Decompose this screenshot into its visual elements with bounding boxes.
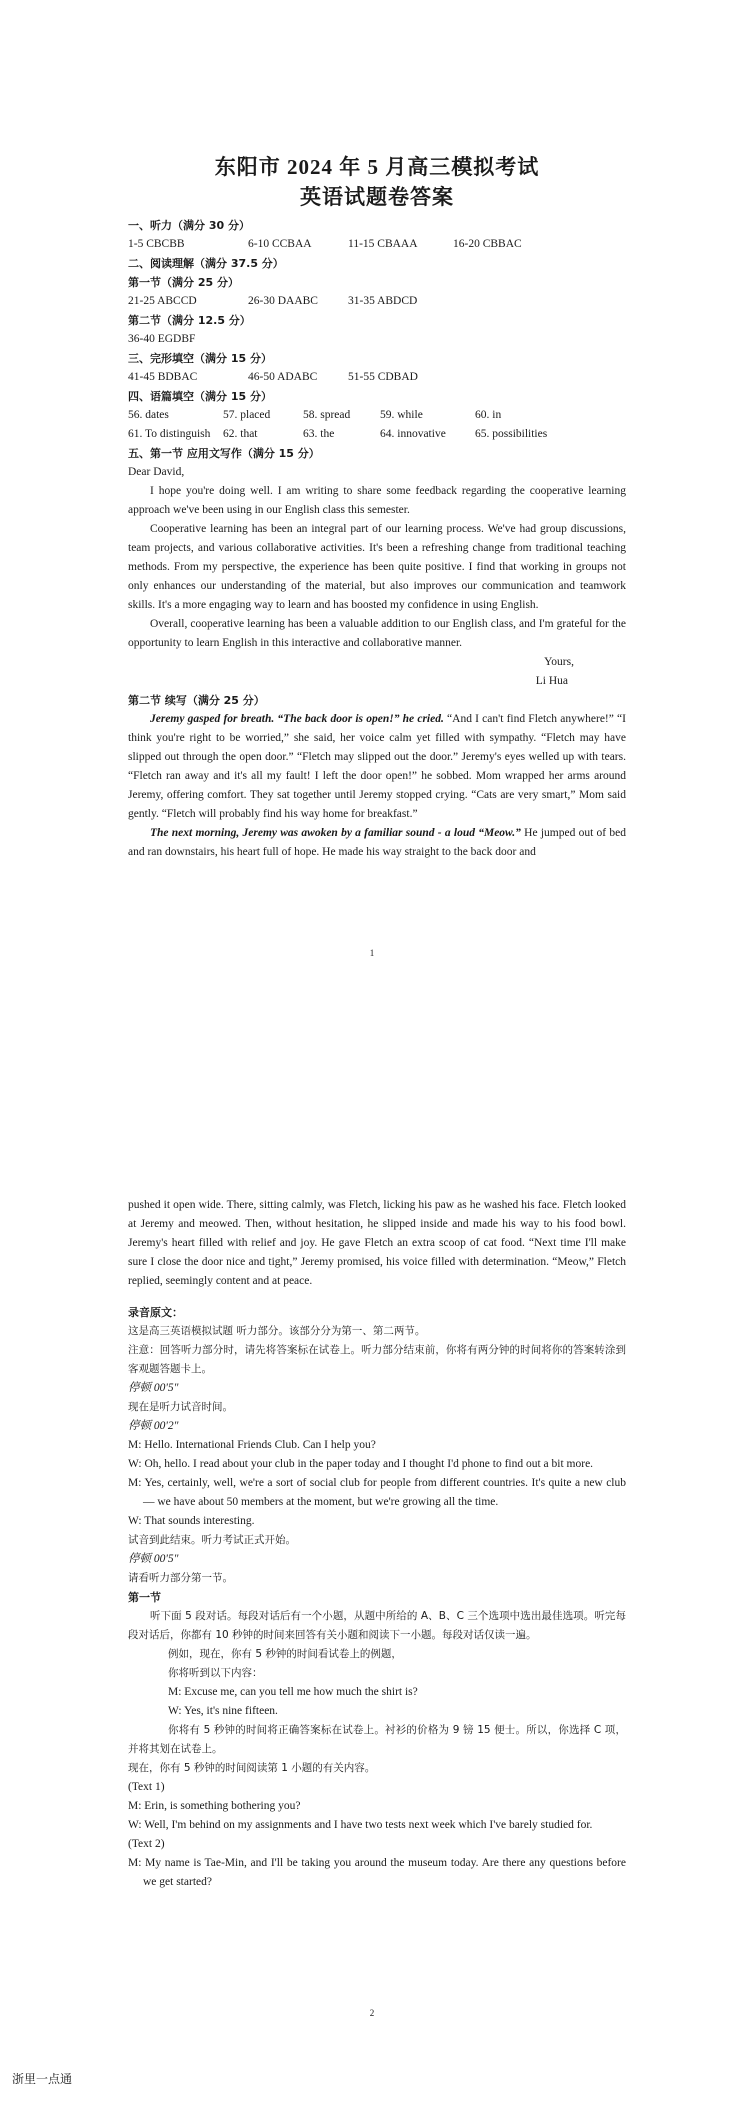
transcript-heading: 录音原文：: [128, 1306, 183, 1319]
transcript-line: 试音到此结束。听力考试正式开始。: [128, 1534, 296, 1546]
paragraph-lead: The next morning, Jeremy was awoken by a familiar sound - a loud “Meow.”: [150, 827, 521, 839]
pause-mark: 停顿 00'5": [128, 1382, 179, 1394]
reading-part1-answers: [128, 292, 626, 311]
paragraph-body: He jumped out of bed and ran downstairs, his heart full of hope. He made his way straight to the back door and: [128, 827, 626, 858]
page-2-content: [128, 1196, 626, 1892]
transcript-line: 你将听到以下内容：: [168, 1667, 263, 1679]
grammar-answer: 56. dates: [128, 409, 169, 421]
listening-heading: 一、听力（满分 30 分）: [128, 219, 250, 232]
answer-group: 16-20 CBBAC: [453, 238, 522, 250]
answer-group: 46-50 ADABC: [248, 371, 318, 383]
answer-group: 11-15 CBAAA: [348, 238, 418, 250]
listening-answers: [128, 235, 626, 254]
grammar-answer: 59. while: [380, 409, 423, 421]
grammar-answer: 65. possibilities: [475, 428, 548, 440]
page-number: 1: [369, 948, 375, 958]
letter-closing: Yours,: [544, 656, 574, 668]
grammar-row-2: [128, 425, 626, 444]
transcript-line: 这是高三英语模拟试题 听力部分。该部分分为第一、第二两节。: [128, 1325, 426, 1337]
dialog-line: M: My name is Tae-Min, and I'll be taking you around the museum today. Are there any questions before we get started?: [128, 1857, 626, 1888]
writing2-heading: 第二节 续写（满分 25 分）: [128, 694, 265, 707]
paragraph-body: “And I can't find Fletch anywhere!” “I think you're right to be worried,” she said, her voice calm yet filled with sympathy. “Fletch may have slipped out through the open door.” “Fletch may slipped out the door.” Jeremy's eyes welled up with tears. “Fletch ran away and it's all my fault! I left the door open!” he sobbed. Mom wrapped her arms around Jeremy, offering comfort. They sat together until Jeremy stopped crying. “Cats are very smart,” Mom said gently. “Fletch will probably find his way home for breakfast.”: [128, 713, 626, 820]
page-subtitle: 英语试题卷答案: [300, 185, 454, 209]
grammar-answer: 62. that: [223, 428, 258, 440]
transcript-line: 注意：回答听力部分时，请先将答案标在试卷上。听力部分结束前，你将有两分钟的时间将你的答案转涂到客观题答题卡上。: [128, 1344, 626, 1375]
transcript-line: 现在，你有 5 秒钟的时间阅读第 1 小题的有关内容。: [128, 1762, 376, 1774]
transcript-part1-heading: 第一节: [128, 1591, 161, 1604]
answer-group: 1-5 CBCBB: [128, 238, 185, 250]
footer-watermark: 浙里一点通: [12, 2072, 73, 2086]
answer-group: 31-35 ABDCD: [348, 295, 418, 307]
text-label: (Text 1): [128, 1781, 165, 1793]
text-label: (Text 2): [128, 1838, 165, 1850]
cloze-answers: [128, 368, 626, 387]
page-1-content: [128, 152, 626, 862]
dialog-line: M: Erin, is something bothering you?: [128, 1800, 301, 1812]
page-number: 2: [369, 2008, 375, 2018]
reading-part2-heading: 第二节（满分 12.5 分）: [128, 314, 251, 327]
dialog-line: M: Hello. International Friends Club. Can I help you?: [128, 1439, 376, 1451]
paragraph-lead: Jeremy gasped for breath. “The back door is open!” he cried.: [150, 713, 444, 725]
transcript-line: 请看听力部分第一节。: [128, 1572, 233, 1584]
answer-group: 26-30 DAABC: [248, 295, 318, 307]
grammar-answer: 60. in: [475, 409, 502, 421]
answer-group: 51-55 CDBAD: [348, 371, 418, 383]
transcript-line: 你将有 5 秒钟的时间将正确答案标在试卷上。衬衫的价格为 9 镑 15 便士。所以，你选择 C 项，并将其划在试卷上。: [128, 1724, 626, 1755]
continuation-paragraph: pushed it open wide. There, sitting calmly, was Fletch, licking his paw as he washed his face. Fletch looked at Jeremy and meowed. Then, without hesitation, he slipped inside and made his way to his food bowl. Jeremy's heart filled with relief and joy. He gave Fletch an extra scoop of cat food. “Next time I'll make sure I close the door nice and tight,” Jeremy promised, his voice filled with determination. “Meow,” Fletch replied, seemingly content and at peace.: [128, 1199, 626, 1287]
transcript-line: 例如，现在，你有 5 秒钟的时间看试卷上的例题，: [168, 1648, 402, 1660]
dialog-line: W: That sounds interesting.: [128, 1515, 255, 1527]
letter-paragraph: Overall, cooperative learning has been a valuable addition to our English class, and I'm grateful for the opportunity to learn English in this interactive and collaborative manner.: [128, 618, 626, 649]
dialog-line: M: Yes, certainly, well, we're a sort of social club for people from different countries. It's quite a new club — we have about 50 members at the moment, but we're growing all the time.: [128, 1477, 626, 1508]
letter-greeting: Dear David,: [128, 466, 185, 478]
pause-mark: 停顿 00'5": [128, 1553, 179, 1565]
dialog-line: W: Well, I'm behind on my assignments and I have two tests next week which I've barely studied for.: [128, 1819, 593, 1831]
letter-signature: Li Hua: [535, 675, 568, 687]
continuation-paragraph: [128, 824, 626, 862]
letter-paragraph: Cooperative learning has been an integral part of our learning process. We've had group discussions, team projects, and various collaborative activities. It's been a refreshing change from traditional teaching methods. From my perspective, the experience has been quite positive. I find that working in groups not only enhances our understanding of the material, but also improves our communication and teamwork skills. It's a more engaging way to learn and has boosted my confidence in using English.: [128, 523, 626, 611]
transcript-line: 听下面 5 段对话。每段对话后有一个小题，从题中所给的 A、B、C 三个选项中选出最佳选项。听完每段对话后，你都有 10 秒钟的时间来回答有关小题和阅读下一小题。每段对话仅读一遍。: [128, 1610, 626, 1641]
pause-mark: 停顿 00'2": [128, 1420, 179, 1432]
grammar-answer: 58. spread: [303, 409, 351, 421]
grammar-answer: 64. innovative: [380, 428, 446, 440]
grammar-answer: 57. placed: [223, 409, 271, 421]
letter-paragraph: I hope you're doing well. I am writing to share some feedback regarding the cooperative learning approach we've been using in our English class this semester.: [128, 485, 626, 516]
grammar-answer: 61. To distinguish: [128, 428, 211, 440]
grammar-row-1: [128, 406, 626, 425]
grammar-answer: 63. the: [303, 428, 335, 440]
reading-part2-answers: 36-40 EGDBF: [128, 333, 196, 345]
transcript-line: 现在是听力试音时间。: [128, 1401, 233, 1413]
grammar-heading: 四、语篇填空（满分 15 分）: [128, 390, 272, 403]
answer-group: 6-10 CCBAA: [248, 238, 312, 250]
reading-heading: 二、阅读理解（满分 37.5 分）: [128, 257, 284, 270]
dialog-line: W: Oh, hello. I read about your club in the paper today and I thought I'd phone to find out a bit more.: [128, 1458, 594, 1470]
answer-group: 41-45 BDBAC: [128, 371, 198, 383]
page-title: 东阳市 2024 年 5 月高三模拟考试: [214, 155, 540, 179]
reading-part1-heading: 第一节（满分 25 分）: [128, 276, 239, 289]
cloze-heading: 三、完形填空（满分 15 分）: [128, 352, 272, 365]
answer-group: 21-25 ABCCD: [128, 295, 197, 307]
writing1-heading: 五、第一节 应用文写作（满分 15 分）: [128, 447, 320, 460]
dialog-line: M: Excuse me, can you tell me how much the shirt is?: [168, 1686, 418, 1698]
dialog-line: W: Yes, it's nine fifteen.: [168, 1705, 278, 1717]
continuation-paragraph: [128, 710, 626, 824]
